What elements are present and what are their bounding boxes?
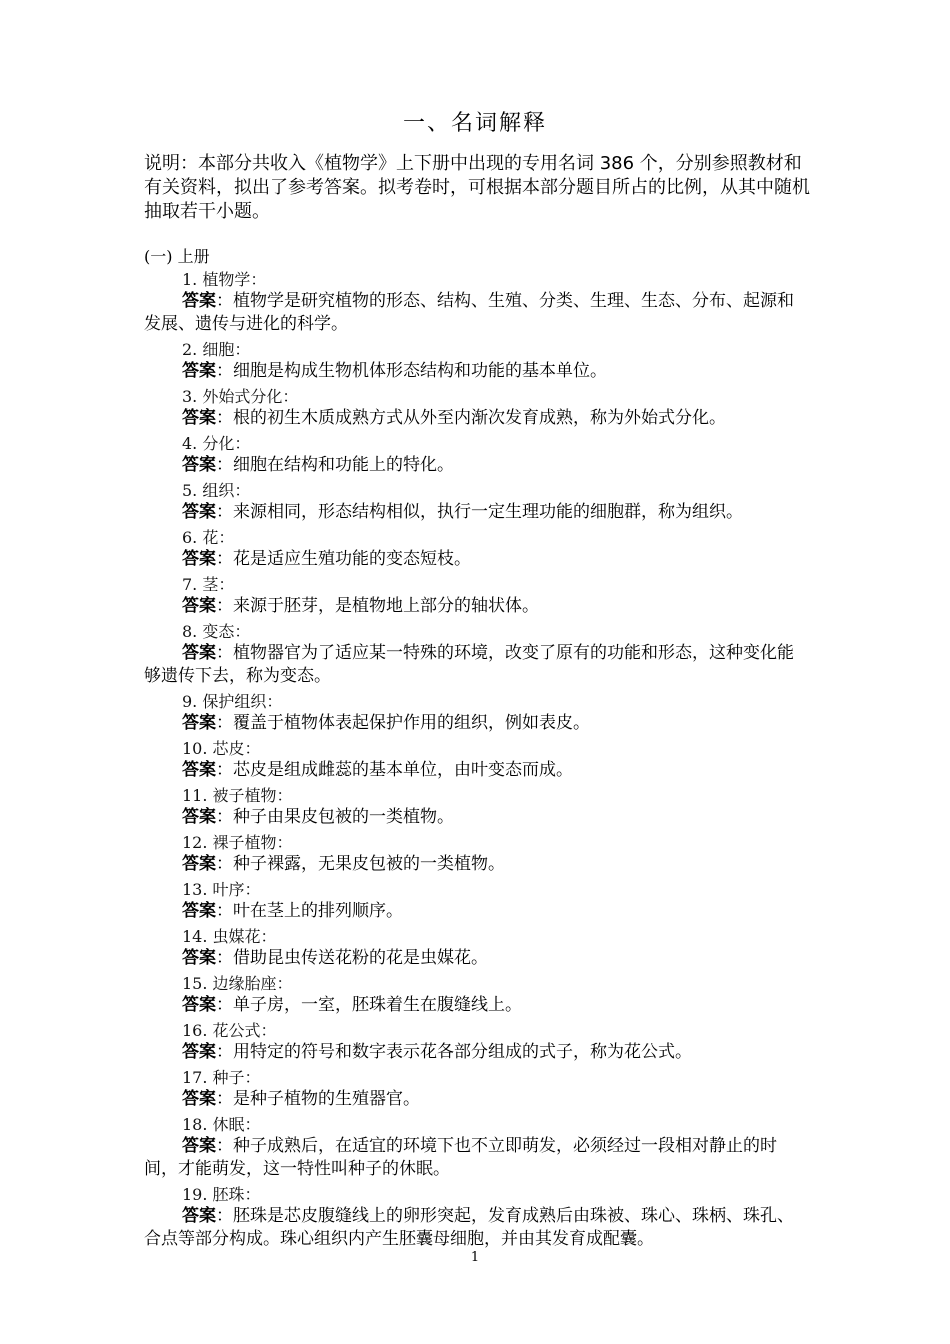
- definition-entry: [144, 786, 810, 829]
- answer-label: 答案: [182, 713, 216, 733]
- answer-text: [144, 806, 810, 829]
- definition-entry: [144, 927, 810, 970]
- answer-text: [144, 1205, 810, 1251]
- answer-text: [144, 360, 810, 383]
- note-lead: 说明：: [144, 153, 198, 174]
- definition-entry: [144, 434, 810, 477]
- answer-label: 答案: [182, 502, 216, 522]
- answer-label: 答案: [182, 1136, 216, 1156]
- page-number: 1: [470, 1250, 480, 1265]
- answer-body: ：叶在茎上的排列顺序。: [216, 901, 403, 921]
- page-title: 一、名词解释: [402, 111, 547, 136]
- answer-text: [144, 290, 810, 336]
- definition-entry: [144, 340, 810, 383]
- answer-text: [144, 1088, 810, 1111]
- term-label: 12. 裸子植物：: [182, 833, 293, 852]
- term-label: 10. 芯皮：: [182, 739, 261, 758]
- answer-text: [144, 900, 810, 923]
- answer-text: [144, 642, 810, 688]
- answer-body: ：胚珠是芯皮腹缝线上的卵形突起，发育成熟后由珠被、珠心、珠柄、珠孔、合点等部分构成。珠心组织内产生胚囊母细胞，并由其发育成配囊。: [144, 1206, 794, 1249]
- answer-body: ：用特定的符号和数字表示花各部分组成的式子，称为花公式。: [216, 1042, 692, 1062]
- definition-entry: [144, 528, 810, 571]
- answer-text: [144, 548, 810, 571]
- definition-entry: [144, 1185, 810, 1251]
- answer-label: 答案: [182, 948, 216, 968]
- answer-label: 答案: [182, 854, 216, 874]
- explanation-note: [144, 152, 810, 224]
- answer-text: [144, 595, 810, 618]
- answer-label: 答案: [182, 1089, 216, 1109]
- definition-entry: [144, 833, 810, 876]
- answer-label: 答案: [182, 455, 216, 475]
- answer-label: 答案: [182, 596, 216, 616]
- answer-text: [144, 407, 810, 430]
- answer-text: [144, 759, 810, 782]
- answer-label: 答案: [182, 1042, 216, 1062]
- definition-entry: [144, 1068, 810, 1111]
- answer-label: 答案: [182, 760, 216, 780]
- answer-body: ：植物学是研究植物的形态、结构、生殖、分类、生理、生态、分布、起源和发展、遗传与进化的科学。: [144, 291, 794, 334]
- answer-body: ：是种子植物的生殖器官。: [216, 1089, 420, 1109]
- note-text: 本部分共收入《植物学》上下册中出现的专用名词 386 个，分别参照教材和有关资料，拟出了参考答案。拟考卷时，可根据本部分题目所占的比例，从其中随机抽取若干小题。: [144, 153, 810, 222]
- definition-entry: [144, 1115, 810, 1181]
- term-label: 13. 叶序：: [182, 880, 261, 899]
- answer-text: [144, 853, 810, 876]
- answer-body: ：根的初生木质成熟方式从外至内渐次发育成熟，称为外始式分化。: [216, 408, 726, 428]
- definition-entry: [144, 622, 810, 688]
- answer-text: [144, 947, 810, 970]
- answer-body: ：植物器官为了适应某一特殊的环境，改变了原有的功能和形态，这种变化能够遗传下去，称为变态。: [144, 643, 794, 686]
- term-label: 7. 茎：: [182, 575, 235, 594]
- answer-text: [144, 1135, 810, 1181]
- answer-body: ：种子由果皮包被的一类植物。: [216, 807, 454, 827]
- term-label: 5. 组织：: [182, 481, 251, 500]
- term-label: 19. 胚珠：: [182, 1185, 261, 1204]
- definition-entry: [144, 270, 810, 336]
- term-label: 14. 虫媒花：: [182, 927, 277, 946]
- definition-entry: [144, 739, 810, 782]
- term-label: 16. 花公式：: [182, 1021, 277, 1040]
- answer-text: [144, 501, 810, 524]
- term-label: 15. 边缘胎座：: [182, 974, 293, 993]
- answer-body: ：种子裸露，无果皮包被的一类植物。: [216, 854, 505, 874]
- definition-entry: [144, 692, 810, 735]
- definition-entry: [144, 974, 810, 1017]
- answer-body: ：细胞在结构和功能上的特化。: [216, 455, 454, 475]
- answer-label: 答案: [182, 408, 216, 428]
- answer-label: 答案: [182, 995, 216, 1015]
- term-label: 2. 细胞：: [182, 340, 251, 359]
- answer-body: ：来源于胚芽，是植物地上部分的轴状体。: [216, 596, 539, 616]
- answer-text: [144, 454, 810, 477]
- answer-label: 答案: [182, 291, 216, 311]
- answer-body: ：来源相同，形态结构相似，执行一定生理功能的细胞群，称为组织。: [216, 502, 743, 522]
- answer-label: 答案: [182, 1206, 216, 1226]
- term-label: 18. 休眠：: [182, 1115, 261, 1134]
- term-label: 6. 花：: [182, 528, 235, 547]
- answer-text: [144, 712, 810, 735]
- term-label: 8. 变态：: [182, 622, 251, 641]
- definition-list: [144, 270, 810, 1255]
- answer-body: ：单子房，一室，胚珠着生在腹缝线上。: [216, 995, 522, 1015]
- term-label: 4. 分化：: [182, 434, 251, 453]
- answer-text: [144, 994, 810, 1017]
- term-label: 17. 种子：: [182, 1068, 261, 1087]
- definition-entry: [144, 387, 810, 430]
- answer-label: 答案: [182, 643, 216, 663]
- definition-entry: [144, 575, 810, 618]
- answer-body: ：覆盖于植物体表起保护作用的组织，例如表皮。: [216, 713, 590, 733]
- answer-body: ：花是适应生殖功能的变态短枝。: [216, 549, 471, 569]
- definition-entry: [144, 880, 810, 923]
- answer-label: 答案: [182, 361, 216, 381]
- section-heading: (一) 上册: [144, 247, 210, 266]
- answer-label: 答案: [182, 549, 216, 569]
- definition-entry: [144, 1021, 810, 1064]
- term-label: 1. 植物学：: [182, 270, 267, 289]
- term-label: 3. 外始式分化：: [182, 387, 299, 406]
- answer-body: ：细胞是构成生物机体形态结构和功能的基本单位。: [216, 361, 607, 381]
- definition-entry: [144, 481, 810, 524]
- term-label: 9. 保护组织：: [182, 692, 283, 711]
- answer-body: ：种子成熟后，在适宜的环境下也不立即萌发，必须经过一段相对静止的时间，才能萌发，这一特性叫种子的休眠。: [144, 1136, 777, 1179]
- term-label: 11. 被子植物：: [182, 786, 293, 805]
- answer-text: [144, 1041, 810, 1064]
- answer-label: 答案: [182, 901, 216, 921]
- answer-label: 答案: [182, 807, 216, 827]
- answer-body: ：借助昆虫传送花粉的花是虫媒花。: [216, 948, 488, 968]
- answer-body: ：芯皮是组成雌蕊的基本单位，由叶变态而成。: [216, 760, 573, 780]
